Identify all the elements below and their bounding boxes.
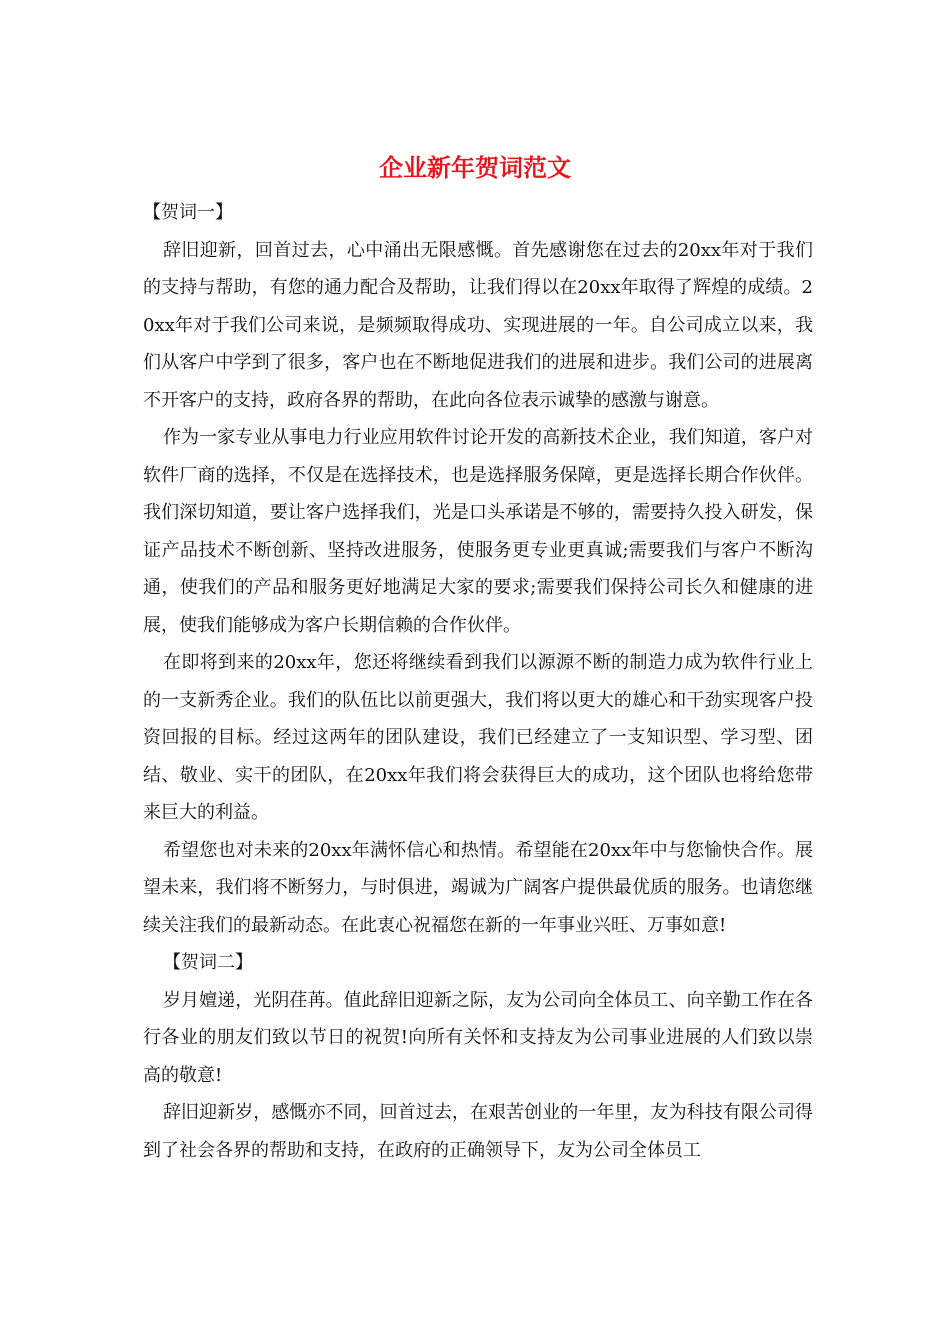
paragraph: 辞旧迎新，回首过去，心中涌出无限感慨。首先感谢您在过去的20xx年对于我们的支持与帮助，有您的通力配合及帮助，让我们得以在20xx年取得了辉煌的成绩。20xx年对于我们公司来说，是频频取得成功、实现进展的一年。自公司成立以来，我们从客户中学到了很多，客户也在不断地促进我们的进展和进步。我们公司的进展离不开客户的支持，政府各界的帮助，在此向各位表示诚挚的感激与谢意。 <box>143 239 813 411</box>
paragraph: 在即将到来的20xx年，您还将继续看到我们以源源不断的制造力成为软件行业上的一支新秀企业。我们的队伍比以前更强大，我们将以更大的雄心和干劲实现客户投资回报的目标。经过这两年的团队建设，我们已经建立了一支知识型、学习型、团结、敬业、实干的团队，在20xx年我们将会获得巨大的成功，这个团队也将给您带来巨大的利益。 <box>143 652 813 823</box>
paragraph: 辞旧迎新岁，感慨亦不同，回首过去，在艰苦创业的一年里，友为科技有限公司得到了社会各界的帮助和支持，在政府的正确领导下，友为公司全体员工 <box>143 1102 813 1161</box>
paragraph: 希望您也对未来的20xx年满怀信心和热情。希望能在20xx年中与您愉快合作。展望未来，我们将不断努力，与时俱进，竭诚为广阔客户提供最优质的服务。也请您继续关注我们的最新动态。在此衷心祝福您在新的一年事业兴旺、万事如意! <box>143 839 813 936</box>
paragraph: 作为一家专业从事电力行业应用软件讨论开发的高新技术企业，我们知道，客户对软件厂商的选择，不仅是在选择技术，也是选择服务保障，更是选择长期合作伙伴。我们深切知道，要让客户选择我们，光是口头承诺是不够的，需要持久投入研发，保证产品技术不断创新、坚持改进服务，使服务更专业更真诚;需要我们与客户不断沟通，使我们的产品和服务更好地满足大家的要求;需要我们保持公司长久和健康的进展，使我们能够成为客户长期信赖的合作伙伴。 <box>143 427 813 636</box>
section-heading-2: 【贺词二】 <box>163 952 253 973</box>
paragraph: 岁月嬗递，光阴荏苒。值此辞旧迎新之际，友为公司向全体员工、向辛勤工作在各行各业的朋友们致以节日的祝贺!向所有关怀和支持友为公司事业进展的人们致以崇高的敬意! <box>143 989 813 1086</box>
section-heading-1: 【贺词一】 <box>143 202 233 223</box>
document-body <box>143 194 813 1169</box>
document-title: 企业新年贺词范文 <box>379 153 571 182</box>
